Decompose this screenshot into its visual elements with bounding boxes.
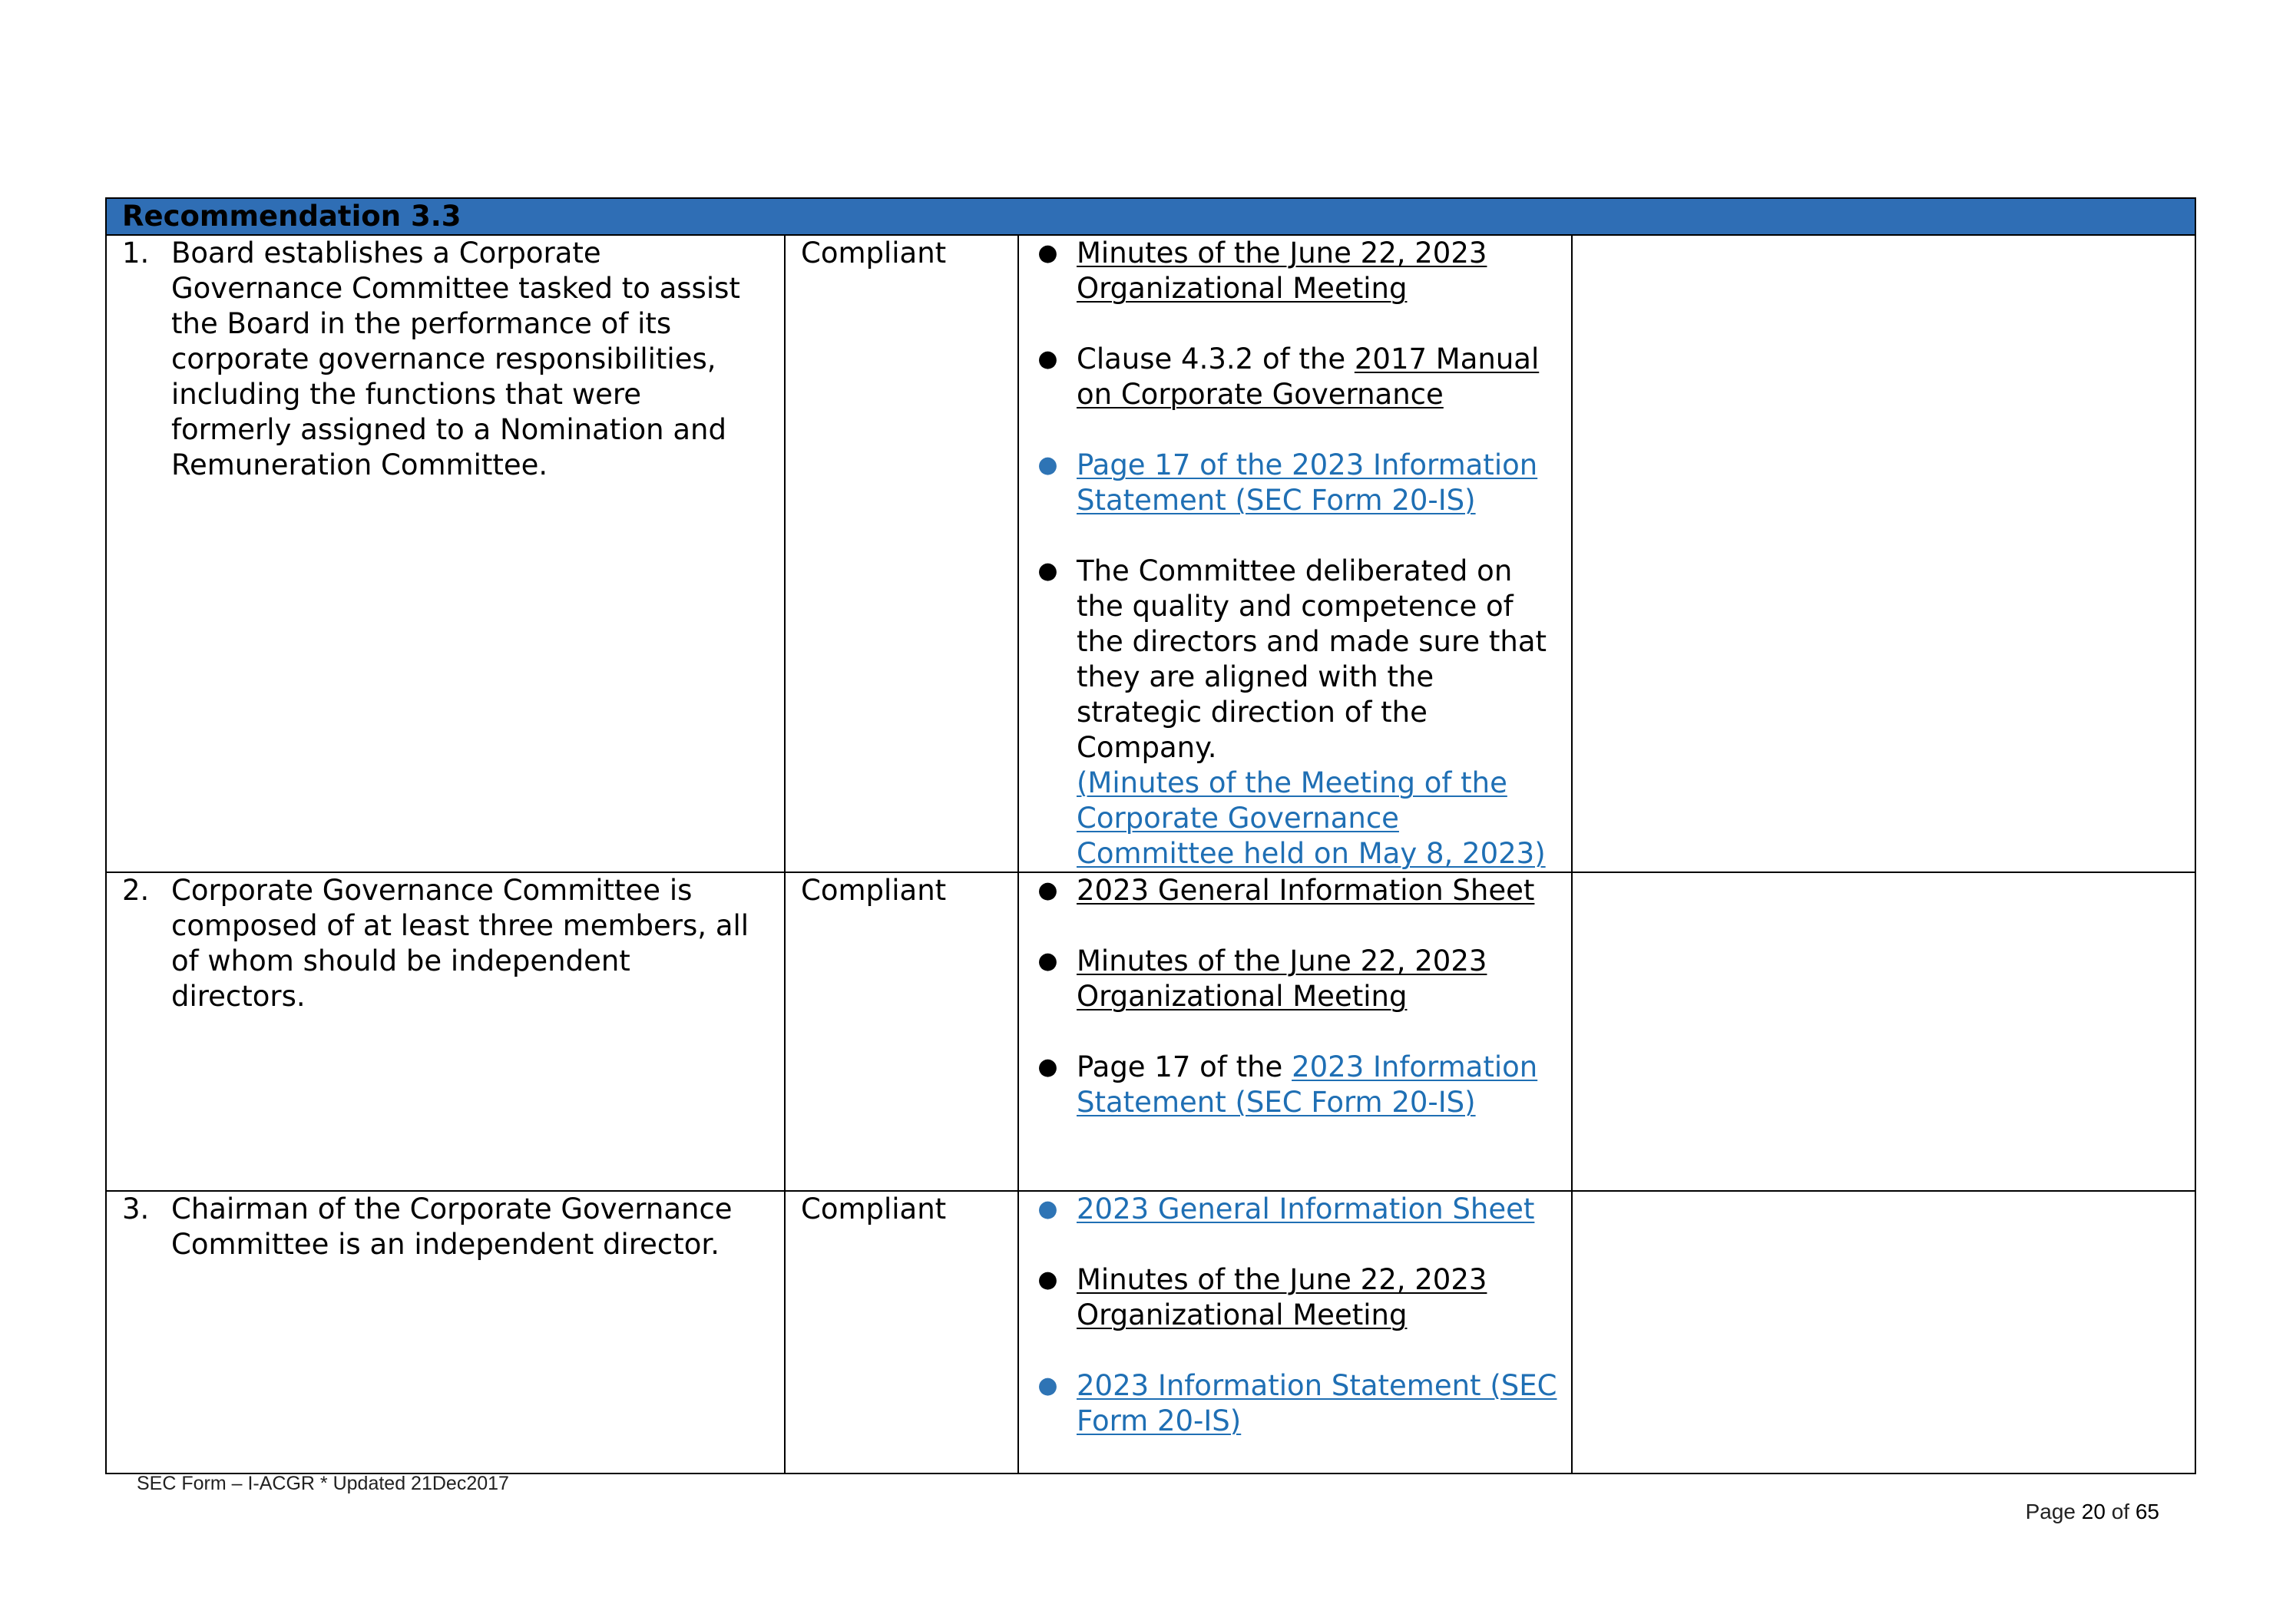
bullet-icon: ● (1037, 240, 1058, 266)
recommendation-header-row (106, 198, 2195, 235)
evidence-cell (1018, 872, 1572, 1191)
evidence-item (1019, 1192, 1563, 1227)
compliance-cell (785, 1191, 1018, 1474)
recommendation-title: Recommendation 3.3 (106, 198, 2195, 235)
page-total: 65 (2135, 1500, 2159, 1523)
compliance-cell (785, 872, 1018, 1191)
remarks-cell (1572, 235, 2195, 872)
recommendation-cell (106, 1191, 785, 1474)
page-label: Page (2025, 1500, 2076, 1523)
evidence-item (1019, 1050, 1563, 1120)
table-row (106, 872, 2195, 1191)
evidence-prefix: Page 17 of the (1077, 1050, 1292, 1083)
evidence-item (1019, 342, 1563, 412)
evidence-item (1019, 1262, 1563, 1333)
bullet-icon: ● (1037, 1266, 1058, 1293)
evidence-item (1019, 1368, 1563, 1439)
item-text: Chairman of the Corporate Governance Committee is an independent director. (171, 1192, 733, 1261)
bullet-icon: ● (1037, 1053, 1058, 1080)
evidence-link[interactable]: Minutes of the June 22, 2023 Organizational Meeting (1077, 236, 1487, 305)
item-number: 1. (122, 236, 150, 270)
evidence-item (1019, 448, 1563, 518)
footer-form-label: SEC Form – I-ACGR * Updated 21Dec2017 (137, 1473, 509, 1494)
evidence-link[interactable]: Minutes of the June 22, 2023 Organizational Meeting (1077, 1263, 1487, 1331)
evidence-link[interactable]: Page 17 of the 2023 Information Statement (SEC Form 20-IS) (1077, 448, 1538, 517)
evidence-item (1019, 554, 1563, 872)
bullet-icon: ● (1037, 1196, 1058, 1222)
bullet-icon: ● (1037, 346, 1058, 372)
bullet-icon: ● (1037, 451, 1058, 478)
evidence-cell (1018, 1191, 1572, 1474)
evidence-text: The Committee deliberated on the quality and competence of the directors and made sure that they are aligned with the strategic direction of the Company. (1077, 554, 1547, 764)
compliance-cell (785, 235, 1018, 872)
bullet-icon: ● (1037, 557, 1058, 584)
recommendation-cell (106, 235, 785, 872)
compliance-status: Compliant (801, 874, 947, 907)
evidence-cell (1018, 235, 1572, 872)
remarks-cell (1572, 1191, 2195, 1474)
evidence-link[interactable]: 2017 Manual on Corporate Governance (1077, 342, 1540, 411)
bullet-icon: ● (1037, 948, 1058, 974)
page-of: of (2111, 1500, 2130, 1523)
page-current: 20 (2081, 1500, 2106, 1523)
evidence-link[interactable]: Minutes of the June 22, 2023 Organizational Meeting (1077, 944, 1487, 1013)
bullet-icon: ● (1037, 877, 1058, 904)
compliance-status: Compliant (801, 1192, 947, 1225)
evidence-link[interactable]: 2023 Information Statement (SEC Form 20-IS) (1077, 1050, 1538, 1119)
table-row (106, 1191, 2195, 1474)
evidence-item (1019, 236, 1563, 306)
evidence-item (1019, 944, 1563, 1014)
remarks-cell (1572, 872, 2195, 1191)
evidence-list (1019, 236, 1571, 872)
recommendation-table (105, 197, 2196, 1474)
item-number: 3. (122, 1192, 150, 1225)
item-text: Board establishes a Corporate Governance Committee tasked to assist the Board in the performance of its corporate governance responsibilities, including the functions that were formerly assigned to a Nomination and Remuneration Committee. (171, 236, 740, 481)
item-text: Corporate Governance Committee is composed of at least three members, all of whom should be independent directors. (171, 874, 749, 1013)
evidence-link[interactable]: 2023 General Information Sheet (1077, 874, 1535, 907)
item-number: 2. (122, 874, 150, 907)
evidence-link[interactable]: 2023 Information Statement (SEC Form 20-IS) (1077, 1369, 1557, 1437)
evidence-list (1019, 873, 1571, 1120)
evidence-list (1019, 1192, 1571, 1439)
page-number (2026, 1500, 2159, 1524)
evidence-link[interactable]: (Minutes of the Meeting of the Corporate Governance Committee held on May 8, 2023) (1077, 766, 1546, 870)
evidence-link[interactable]: 2023 General Information Sheet (1077, 1192, 1535, 1225)
evidence-prefix: Clause 4.3.2 of the (1077, 342, 1355, 375)
recommendation-cell (106, 872, 785, 1191)
table-row (106, 235, 2195, 872)
bullet-icon: ● (1037, 1372, 1058, 1399)
compliance-status: Compliant (801, 236, 947, 270)
evidence-item (1019, 873, 1563, 908)
